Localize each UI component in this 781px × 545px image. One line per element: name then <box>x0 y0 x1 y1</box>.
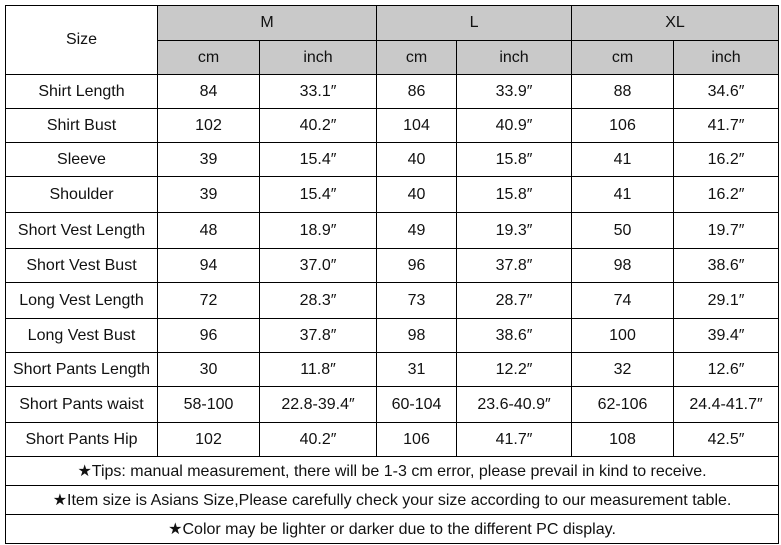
note-row <box>6 486 779 515</box>
table-cell: 28.7″ <box>457 283 572 319</box>
table-cell: 84 <box>158 75 260 109</box>
table-cell: 15.8″ <box>457 177 572 213</box>
row-label: Short Pants Hip <box>6 423 158 457</box>
table-row <box>6 249 779 283</box>
star-icon: ★ <box>52 492 68 509</box>
table-cell: 39 <box>158 177 260 213</box>
table-row <box>6 283 779 319</box>
table-cell: 11.8″ <box>260 353 377 387</box>
table-cell: 96 <box>377 249 457 283</box>
table-cell: 104 <box>377 109 457 143</box>
unit-header: cm <box>158 41 260 75</box>
table-cell: 33.1″ <box>260 75 377 109</box>
table-cell: 34.6″ <box>674 75 779 109</box>
row-label: Short Vest Length <box>6 213 158 249</box>
unit-header: cm <box>377 41 457 75</box>
table-row <box>6 387 779 423</box>
table-cell: 31 <box>377 353 457 387</box>
size-m-header: M <box>158 6 377 41</box>
table-cell: 41 <box>572 143 674 177</box>
table-cell: 49 <box>377 213 457 249</box>
table-row <box>6 353 779 387</box>
table-cell: 100 <box>572 319 674 353</box>
table-cell: 29.1″ <box>674 283 779 319</box>
table-cell: 86 <box>377 75 457 109</box>
table-cell: 16.2″ <box>674 177 779 213</box>
table-cell: 32 <box>572 353 674 387</box>
table-cell: 41.7″ <box>674 109 779 143</box>
row-label: Short Pants waist <box>6 387 158 423</box>
note-text: Color may be lighter or darker due to the different PC display. <box>182 521 616 538</box>
table-row <box>6 143 779 177</box>
row-label: Shirt Bust <box>6 109 158 143</box>
table-cell: 48 <box>158 213 260 249</box>
size-chart-table <box>5 5 779 544</box>
table-cell: 41 <box>572 177 674 213</box>
table-cell: 40 <box>377 143 457 177</box>
table-row <box>6 319 779 353</box>
table-cell: 50 <box>572 213 674 249</box>
note-row <box>6 515 779 544</box>
table-cell: 98 <box>572 249 674 283</box>
table-row <box>6 423 779 457</box>
table-cell: 23.6-40.9″ <box>457 387 572 423</box>
row-label: Sleeve <box>6 143 158 177</box>
table-cell: 62-106 <box>572 387 674 423</box>
unit-header: inch <box>457 41 572 75</box>
table-row <box>6 75 779 109</box>
row-label: Short Pants Length <box>6 353 158 387</box>
table-cell: 24.4-41.7″ <box>674 387 779 423</box>
table-cell: 102 <box>158 109 260 143</box>
table-cell: 30 <box>158 353 260 387</box>
table-cell: 39 <box>158 143 260 177</box>
table-cell: 12.6″ <box>674 353 779 387</box>
note-row <box>6 457 779 486</box>
note-text: Item size is Asians Size,Please carefully check your size according to our measurement table. <box>67 492 732 509</box>
table-cell: 38.6″ <box>457 319 572 353</box>
table-cell: 40.9″ <box>457 109 572 143</box>
table-cell: 19.7″ <box>674 213 779 249</box>
row-label: Shirt Length <box>6 75 158 109</box>
table-cell: 37.0″ <box>260 249 377 283</box>
table-cell: 42.5″ <box>674 423 779 457</box>
star-icon: ★ <box>77 463 92 480</box>
row-label: Short Vest Bust <box>6 249 158 283</box>
table-cell: 12.2″ <box>457 353 572 387</box>
table-cell: 28.3″ <box>260 283 377 319</box>
table-row <box>6 213 779 249</box>
row-label: Shoulder <box>6 177 158 213</box>
table-cell: 94 <box>158 249 260 283</box>
table-cell: 33.9″ <box>457 75 572 109</box>
table-cell: 16.2″ <box>674 143 779 177</box>
table-cell: 15.8″ <box>457 143 572 177</box>
table-cell: 98 <box>377 319 457 353</box>
note-text: Tips: manual measurement, there will be 1-3 cm error, please prevail in kind to receive. <box>91 463 707 480</box>
table-cell: 40.2″ <box>260 423 377 457</box>
table-row <box>6 177 779 213</box>
row-label: Long Vest Length <box>6 283 158 319</box>
size-l-header: L <box>377 6 572 41</box>
table-cell: 58-100 <box>158 387 260 423</box>
table-cell: 106 <box>572 109 674 143</box>
table-cell: 39.4″ <box>674 319 779 353</box>
table-cell: 74 <box>572 283 674 319</box>
table-cell: 102 <box>158 423 260 457</box>
table-cell: 15.4″ <box>260 177 377 213</box>
table-cell: 37.8″ <box>457 249 572 283</box>
table-cell: 96 <box>158 319 260 353</box>
table-cell: 72 <box>158 283 260 319</box>
row-label: Long Vest Bust <box>6 319 158 353</box>
table-cell: 19.3″ <box>457 213 572 249</box>
table-cell: 60-104 <box>377 387 457 423</box>
table-cell: 37.8″ <box>260 319 377 353</box>
note-color <box>6 515 779 544</box>
unit-header: inch <box>260 41 377 75</box>
note-asian-size <box>6 486 779 515</box>
unit-header: cm <box>572 41 674 75</box>
unit-header: inch <box>674 41 779 75</box>
table-cell: 18.9″ <box>260 213 377 249</box>
table-cell: 15.4″ <box>260 143 377 177</box>
table-row <box>6 109 779 143</box>
table-cell: 106 <box>377 423 457 457</box>
note-tips <box>6 457 779 486</box>
table-cell: 22.8-39.4″ <box>260 387 377 423</box>
size-xl-header: XL <box>572 6 779 41</box>
table-cell: 41.7″ <box>457 423 572 457</box>
table-cell: 40.2″ <box>260 109 377 143</box>
size-header: Size <box>6 6 158 75</box>
table-cell: 38.6″ <box>674 249 779 283</box>
table-cell: 40 <box>377 177 457 213</box>
table-cell: 73 <box>377 283 457 319</box>
size-header-row <box>6 6 779 41</box>
table-cell: 108 <box>572 423 674 457</box>
star-icon: ★ <box>168 521 183 538</box>
table-cell: 88 <box>572 75 674 109</box>
